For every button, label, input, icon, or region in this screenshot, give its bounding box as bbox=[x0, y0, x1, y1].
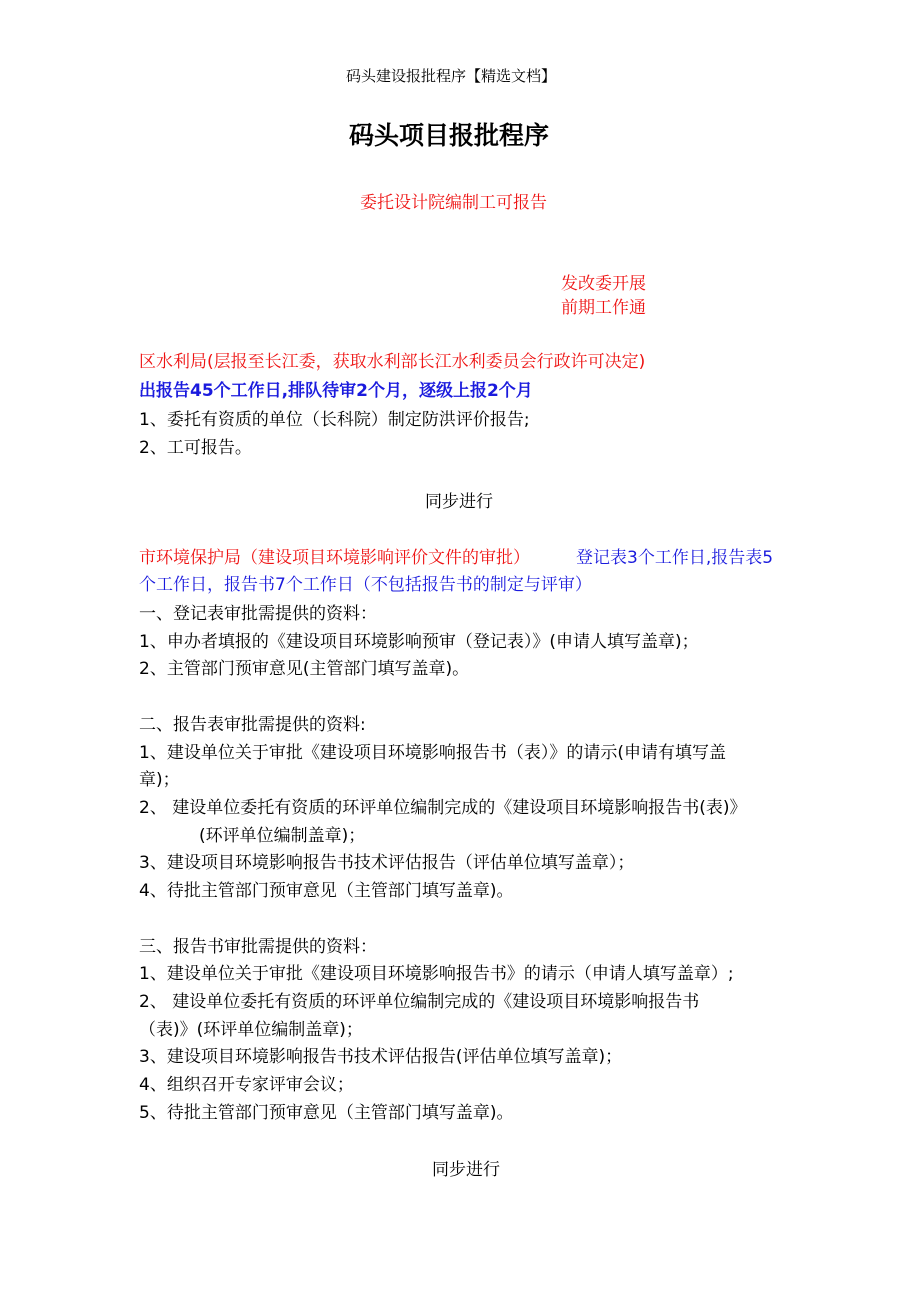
sec2-item-3: 3、建设项目环境影响报告书技术评估报告（评估单位填写盖章）； bbox=[139, 853, 635, 873]
sec3-item-2: 2、 建设单位委托有资质的环评单位编制完成的《建设项目环境影响报告书 bbox=[139, 992, 700, 1012]
env-timing-b: 个工作日，报告书7个工作日（不包括报告书的制定与评审） bbox=[139, 575, 592, 595]
sec3-item-3: 3、建设项目环境影响报告书技术评估报告(评估单位填写盖章)； bbox=[139, 1047, 623, 1067]
sec3-item-5: 5、待批主管部门预审意见（主管部门填写盖章)。 bbox=[139, 1103, 514, 1123]
sec2-item-2: 2、 建设单位委托有资质的环评单位编制完成的《建设项目环境影响报告书(表)》 bbox=[139, 798, 747, 818]
water-bureau-heading: 区水利局(层报至长江委，获取水利部长江水利委员会行政许可决定) bbox=[139, 352, 646, 372]
document-title: 码头项目报批程序 bbox=[349, 121, 550, 150]
sec3-title: 三、报告书审批需提供的资料： bbox=[139, 937, 377, 957]
sec1-title: 一、登记表审批需提供的资料： bbox=[139, 604, 377, 624]
sec2-item-2-cont: (环评单位编制盖章)； bbox=[199, 826, 366, 846]
env-timing-a: 登记表3个工作日,报告表5 bbox=[576, 548, 774, 568]
sec1-item-1: 1、申办者填报的《建设项目环境影响预审（登记表）》(申请人填写盖章)； bbox=[139, 632, 699, 652]
water-bureau-timing: 出报告45个工作日,排队待审2个月，逐级上报2个月 bbox=[139, 381, 533, 401]
sec3-item-2-cont: （表)》(环评单位编制盖章)； bbox=[139, 1020, 363, 1040]
env-bureau-heading: 市环境保护局（建设项目环境影响评价文件的审批） bbox=[139, 548, 530, 568]
sec2-title: 二、报告表审批需提供的资料: bbox=[139, 715, 366, 735]
water-item-2: 2、工可报告。 bbox=[139, 438, 252, 458]
sec2-item-1: 1、建设单位关于审批《建设项目环境影响报告书（表）》的请示(申请有填写盖 bbox=[139, 743, 726, 763]
sync-label-1: 同步进行 bbox=[425, 492, 493, 512]
sec1-item-2: 2、主管部门预审意见(主管部门填写盖章)。 bbox=[139, 659, 470, 679]
sec3-item-4: 4、组织召开专家评审会议； bbox=[139, 1075, 354, 1095]
sec2-item-4: 4、待批主管部门预审意见（主管部门填写盖章)。 bbox=[139, 881, 514, 901]
step-design-institute: 委托设计院编制工可报告 bbox=[360, 193, 547, 213]
ndrc-line-1: 发改委开展 bbox=[561, 274, 646, 294]
running-header: 码头建设报批程序【精选文档】 bbox=[346, 67, 557, 85]
sync-label-2: 同步进行 bbox=[432, 1160, 500, 1180]
sec2-item-1-cont: 章)； bbox=[139, 770, 180, 790]
water-item-1: 1、委托有资质的单位（长科院）制定防洪评价报告; bbox=[139, 410, 530, 430]
sec3-item-1: 1、建设单位关于审批《建设项目环境影响报告书》的请示（申请人填写盖章）; bbox=[139, 964, 734, 984]
ndrc-line-2: 前期工作通 bbox=[561, 298, 646, 318]
